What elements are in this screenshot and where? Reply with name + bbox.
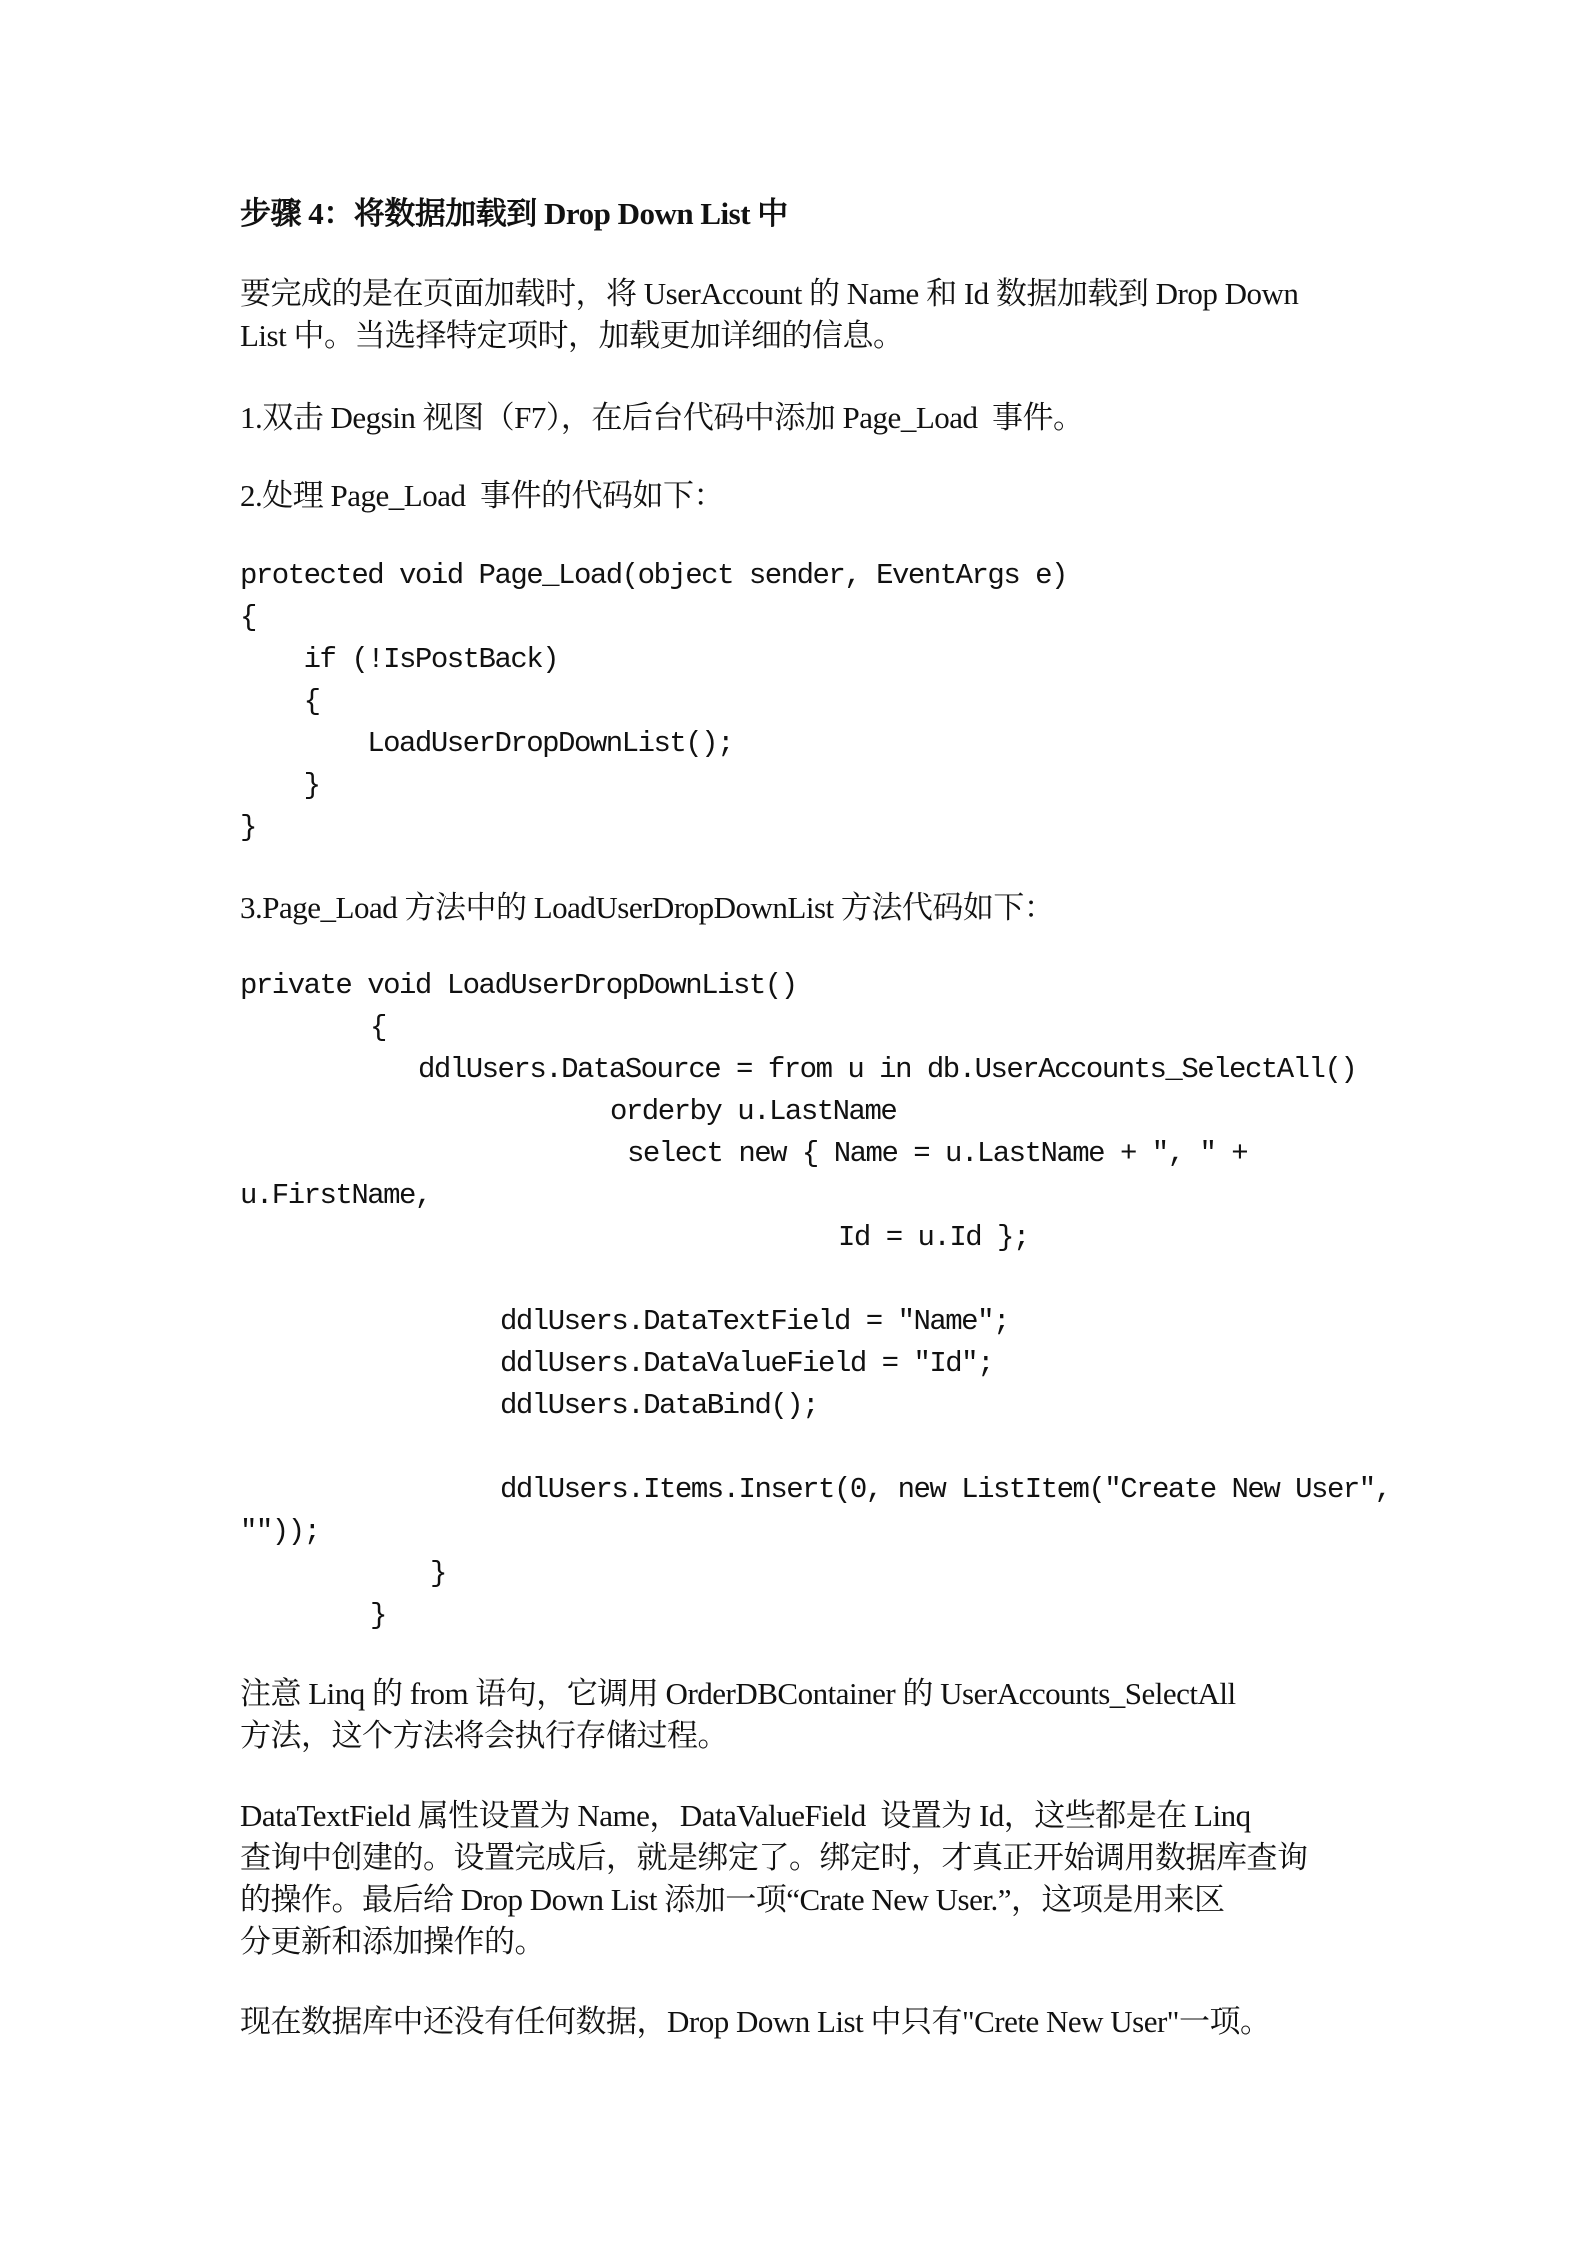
section-heading: 步骤 4：将数据加载到 Drop Down List 中	[240, 196, 788, 231]
step-3: 3.Page_Load 方法中的 LoadUserDropDownList 方法代码如下：	[240, 890, 1055, 925]
note-3: 现在数据库中还没有任何数据，Drop Down List 中只有"Crete New User"一项。	[240, 2004, 1271, 2039]
code-line: }	[370, 1599, 386, 1632]
code-line: {	[240, 601, 256, 634]
code-line: if (!IsPostBack)	[240, 643, 559, 676]
code-line: ddlUsers.DataValueField = "Id";	[500, 1347, 993, 1380]
code-line: }	[240, 811, 256, 844]
code-line: ddlUsers.DataBind();	[500, 1389, 819, 1422]
code-line: ddlUsers.Items.Insert(0, new ListItem("Create New User",	[500, 1473, 1391, 1506]
note-1-line-2: 方法，这个方法将会执行存储过程。	[240, 1718, 728, 1753]
step-2: 2.处理 Page_Load 事件的代码如下：	[240, 478, 724, 513]
note-2-line-3: 的操作。最后给 Drop Down List 添加一项“Crate New User.”，这项是用来区	[240, 1882, 1225, 1917]
note-2-line-1: DataTextField 属性设置为 Name，DataValueField 设置为 Id，这些都是在 Linq	[240, 1798, 1251, 1833]
code-line: protected void Page_Load(object sender, EventArgs e)	[240, 559, 1067, 592]
code-line: Id = u.Id };	[838, 1221, 1029, 1254]
intro-line-1: 要完成的是在页面加载时，将 UserAccount 的 Name 和 Id 数据加载到 Drop Down	[240, 276, 1299, 311]
code-line: }	[430, 1557, 446, 1590]
code-line: ddlUsers.DataTextField = "Name";	[500, 1305, 1009, 1338]
code-line: private void LoadUserDropDownList()	[240, 969, 797, 1002]
code-line: }	[240, 769, 320, 802]
note-2-line-2: 查询中创建的。设置完成后，就是绑定了。绑定时，才真正开始调用数据库查询	[240, 1840, 1308, 1875]
intro-line-2: List 中。当选择特定项时，加载更加详细的信息。	[240, 318, 904, 353]
code-line: select new { Name = u.LastName + ", " +	[627, 1137, 1248, 1170]
note-2-line-4: 分更新和添加操作的。	[240, 1924, 545, 1959]
code-line: ""));	[240, 1515, 320, 1548]
code-line: u.FirstName,	[240, 1179, 431, 1212]
code-line: {	[240, 685, 320, 718]
code-line: {	[370, 1011, 386, 1044]
code-line: ddlUsers.DataSource = from u in db.UserAccounts_SelectAll()	[418, 1053, 1357, 1086]
step-1: 1.双击 Degsin 视图（F7），在后台代码中添加 Page_Load 事件。	[240, 400, 1084, 435]
note-1-line-1: 注意 Linq 的 from 语句，它调用 OrderDBContainer 的 UserAccounts_SelectAll	[240, 1676, 1236, 1711]
code-line: LoadUserDropDownList();	[240, 727, 733, 760]
code-line: orderby u.LastName	[610, 1095, 897, 1128]
